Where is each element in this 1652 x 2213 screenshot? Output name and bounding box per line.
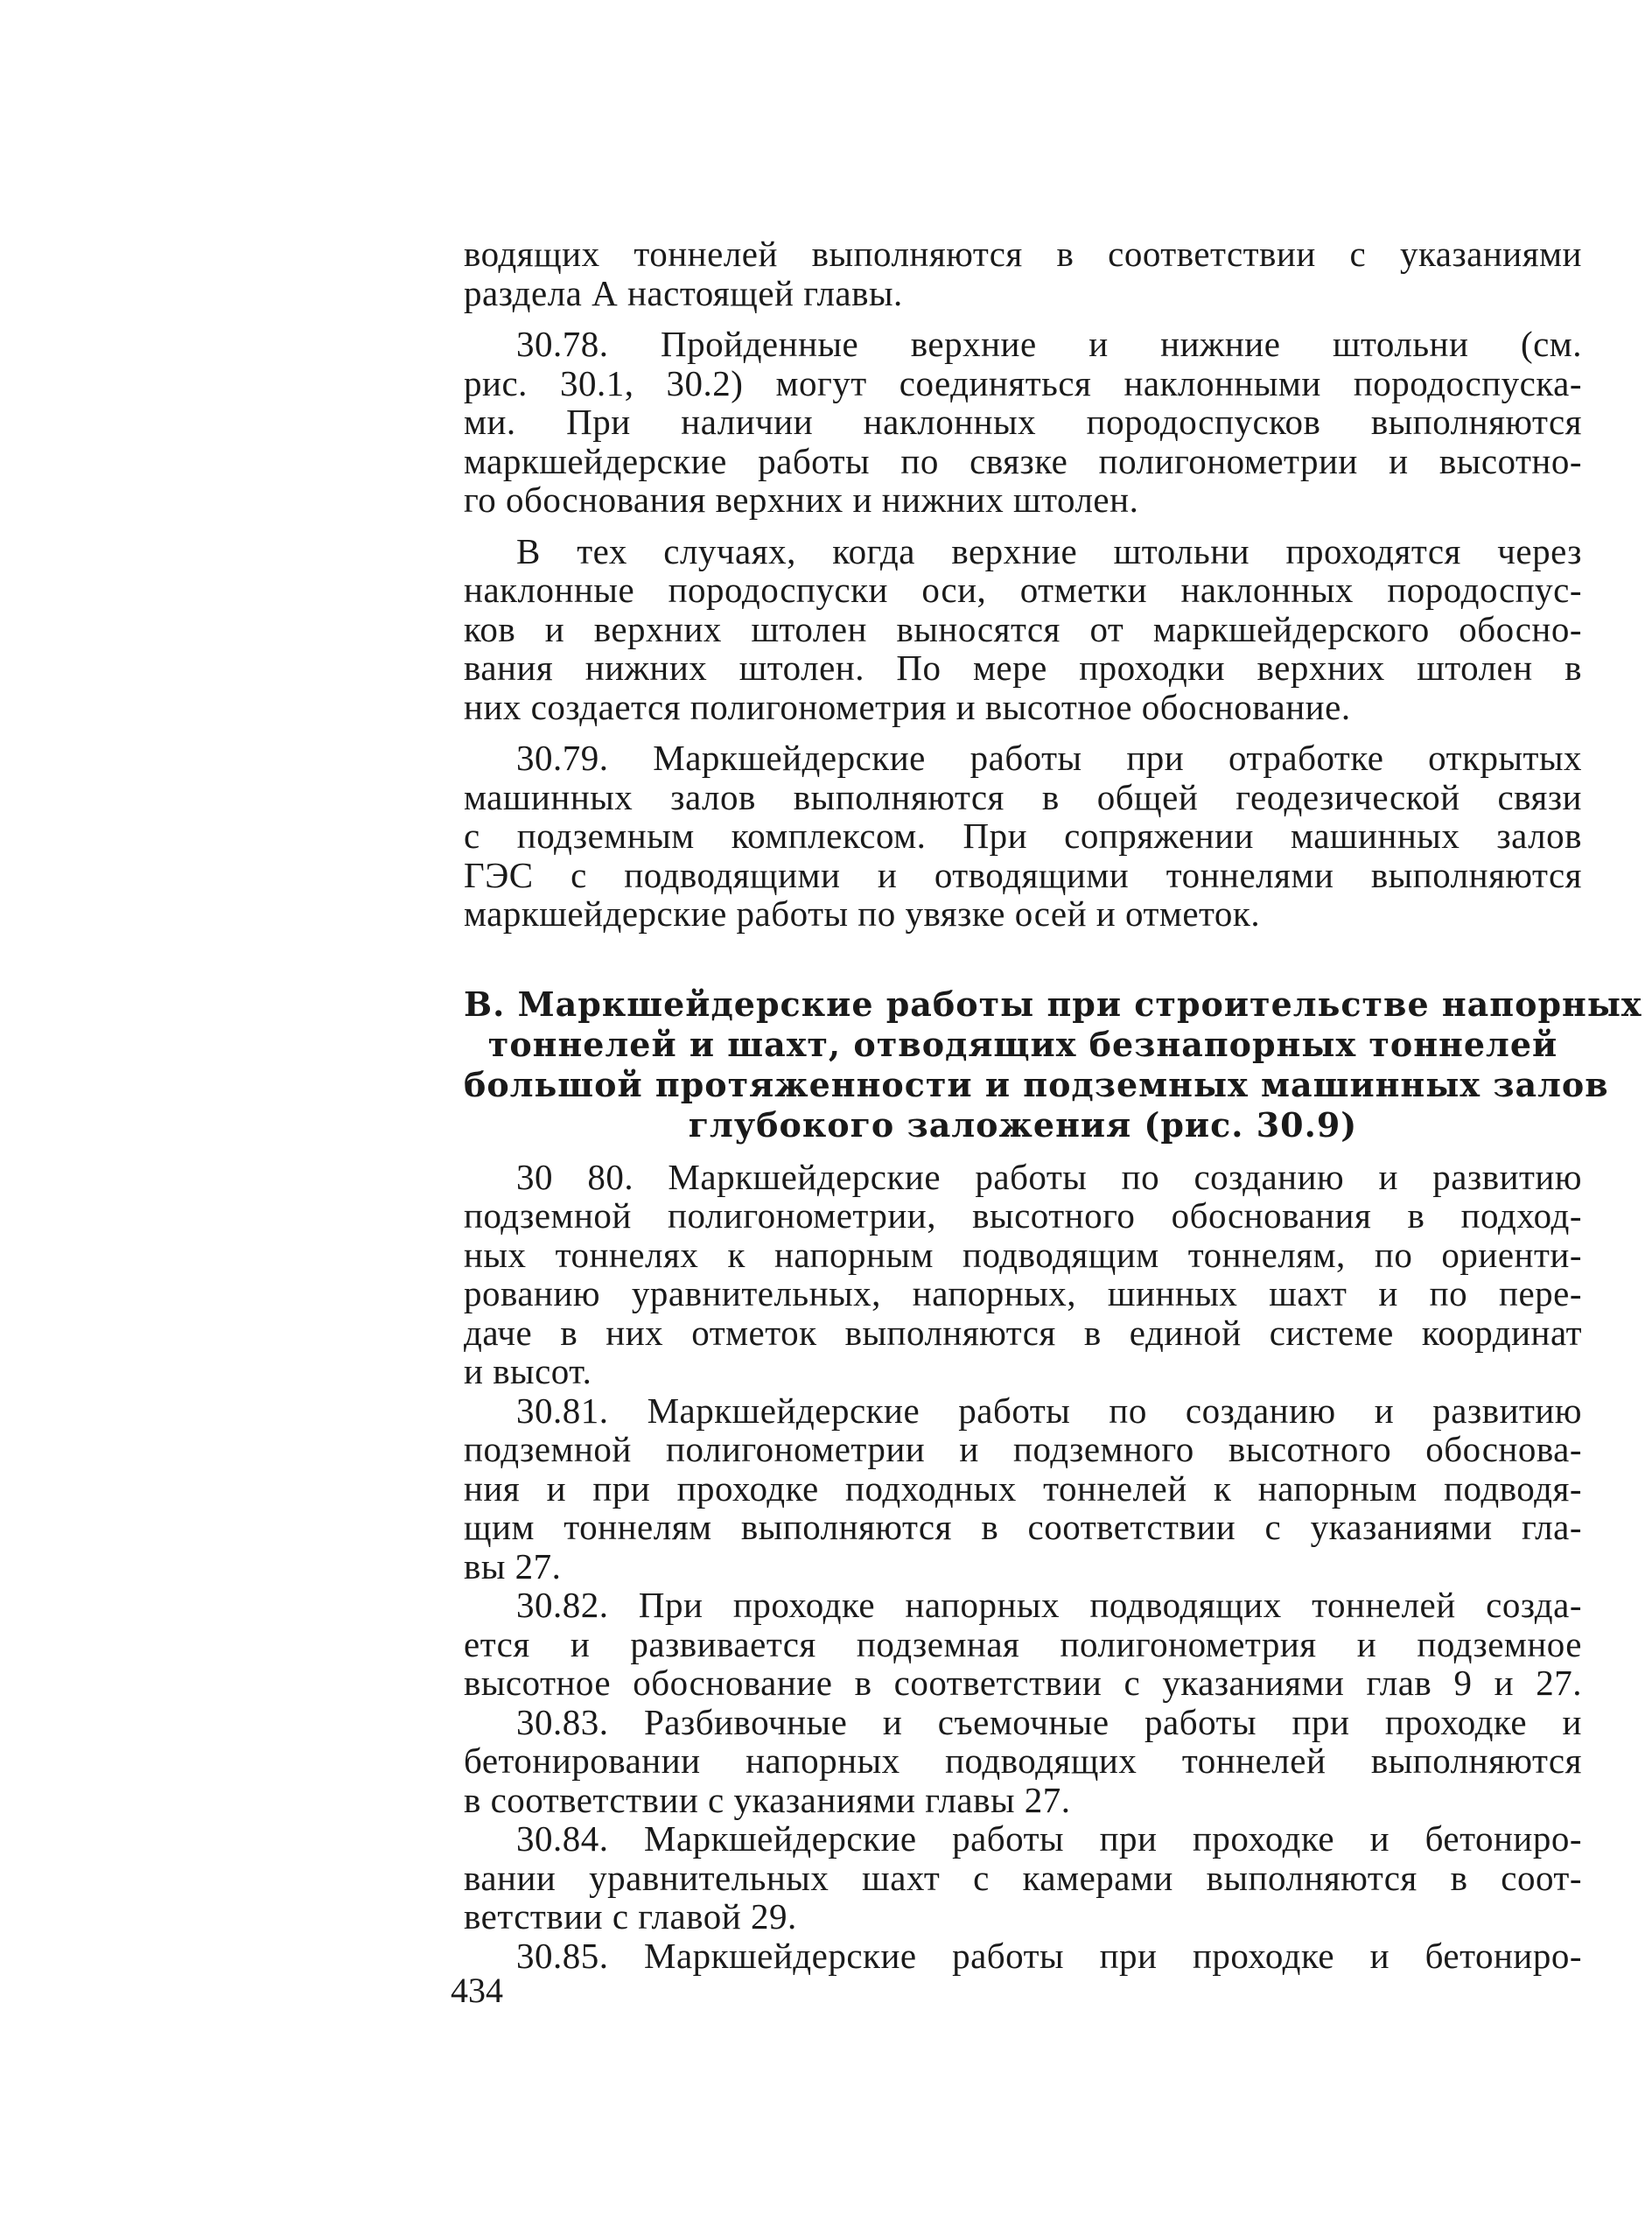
text-line: подземной полигонометрии и подземного высотного обоснова- (464, 1429, 1582, 1469)
text-line: ГЭС с подводящими и отводящими тоннелями выполняются (464, 854, 1582, 895)
text-line: машинных залов выполняются в общей геодезической связи (464, 776, 1582, 817)
heading-line: большой протяженности и подземных машинных залов (464, 1064, 1609, 1104)
text-line: водящих тоннелей выполняются в соответствии с указаниями (464, 234, 1582, 274)
text-line: вании уравнительных шахт с камерами выполняются в соот- (464, 1857, 1582, 1898)
section-heading (464, 984, 1642, 1145)
paragraph-30-78 (464, 325, 1582, 520)
text-line: 30.79. Маркшейдерские работы при отработке открытых (516, 738, 1582, 778)
paragraph-30-80 (464, 1158, 1582, 1391)
text-line: вания нижних штолен. По мере проходки верхних штолен в (464, 648, 1582, 688)
paragraph-30-81 (464, 1391, 1582, 1586)
text-line: наклонные породоспуски оси, отметки наклонных породоспус- (464, 570, 1582, 610)
text-line: 30.82. При проходке напорных подводящих тоннелей созда- (516, 1585, 1582, 1625)
text-line: и высот. (464, 1351, 592, 1391)
text-line: раздела А настоящей главы. (464, 272, 903, 313)
text-line: ков и верхних штолен выносятся от маркшейдерского обосно- (464, 608, 1582, 649)
text-line: маркшейдерские работы по увязке осей и отметок. (464, 893, 1261, 934)
paragraph-30-84 (464, 1819, 1582, 1936)
text-line: го обоснования верхних и нижних штолен. (464, 480, 1139, 520)
heading-line: глубокого заложения (рис. 30.9) (688, 1104, 1358, 1145)
paragraph-30-83 (464, 1703, 1582, 1820)
text-line: ных тоннелях к напорным подводящим тоннелям, по ориенти- (464, 1234, 1582, 1275)
text-line: в соответствии с указаниями главы 27. (464, 1779, 1071, 1820)
text-line: ния и при проходке подходных тоннелей к напорным подводя- (464, 1467, 1582, 1509)
text-line: щим тоннелям выполняются в соответствии с указаниями гла- (464, 1507, 1582, 1547)
text-line: маркшейдерские работы по связке полигонометрии и высотно- (464, 440, 1582, 481)
paragraph-30-79 (464, 739, 1582, 934)
paragraph-30-82 (464, 1586, 1582, 1703)
paragraph-30-78-continued (464, 532, 1582, 727)
text-line: 30 80. Маркшейдерские работы по созданию и развитию (516, 1156, 1582, 1197)
text-line: них создается полигонометрия и высотное обоснование. (464, 686, 1351, 727)
heading-line: В. Маркшейдерские работы при строительстве напорных (464, 984, 1642, 1024)
heading-line: тоннелей и шахт, отводящих безнапорных тоннелей (487, 1024, 1558, 1064)
text-line: рованию уравнительных, напорных, шинных шахт и по пере- (464, 1273, 1582, 1313)
text-line: ется и развивается подземная полигонометрия и подземное (464, 1623, 1582, 1664)
text-line: с подземным комплексом. При сопряжении машинных залов (464, 816, 1582, 856)
text-line: вы 27. (464, 1545, 562, 1586)
page-number: 434 (451, 1971, 503, 2010)
text-line: подземной полигонометрии, высотного обоснования в подход- (464, 1195, 1582, 1236)
text-line: рис. 30.1, 30.2) могут соединяться наклонными породоспуска- (464, 362, 1582, 403)
text-line: высотное обоснование в соответствии с указаниями глав 9 и 27. (464, 1663, 1582, 1703)
paragraph-intro (464, 235, 1582, 312)
text-line: даче в них отметок выполняются в единой системе координат (464, 1312, 1582, 1353)
text-line: 30.85. Маркшейдерские работы при проходке и бетониро- (516, 1935, 1582, 1976)
text-line: ветствии с главой 29. (464, 1896, 797, 1936)
text-line: 30.78. Пройденные верхние и нижние штольни (см. (516, 324, 1582, 364)
text-line: бетонировании напорных подводящих тоннелей выполняются (464, 1740, 1582, 1781)
text-line: 30.81. Маркшейдерские работы по созданию и развитию (516, 1390, 1582, 1431)
paragraph-30-85 (464, 1936, 1582, 1976)
text-line: В тех случаях, когда верхние штольни проходятся через (516, 530, 1582, 571)
text-column (464, 234, 1642, 1976)
text-line: ми. При наличии наклонных породоспусков выполняются (464, 402, 1582, 442)
text-line: 30.83. Разбивочные и съемочные работы при проходке и (516, 1701, 1582, 1742)
text-line: 30.84. Маркшейдерские работы при проходке и бетониро- (516, 1818, 1582, 1859)
